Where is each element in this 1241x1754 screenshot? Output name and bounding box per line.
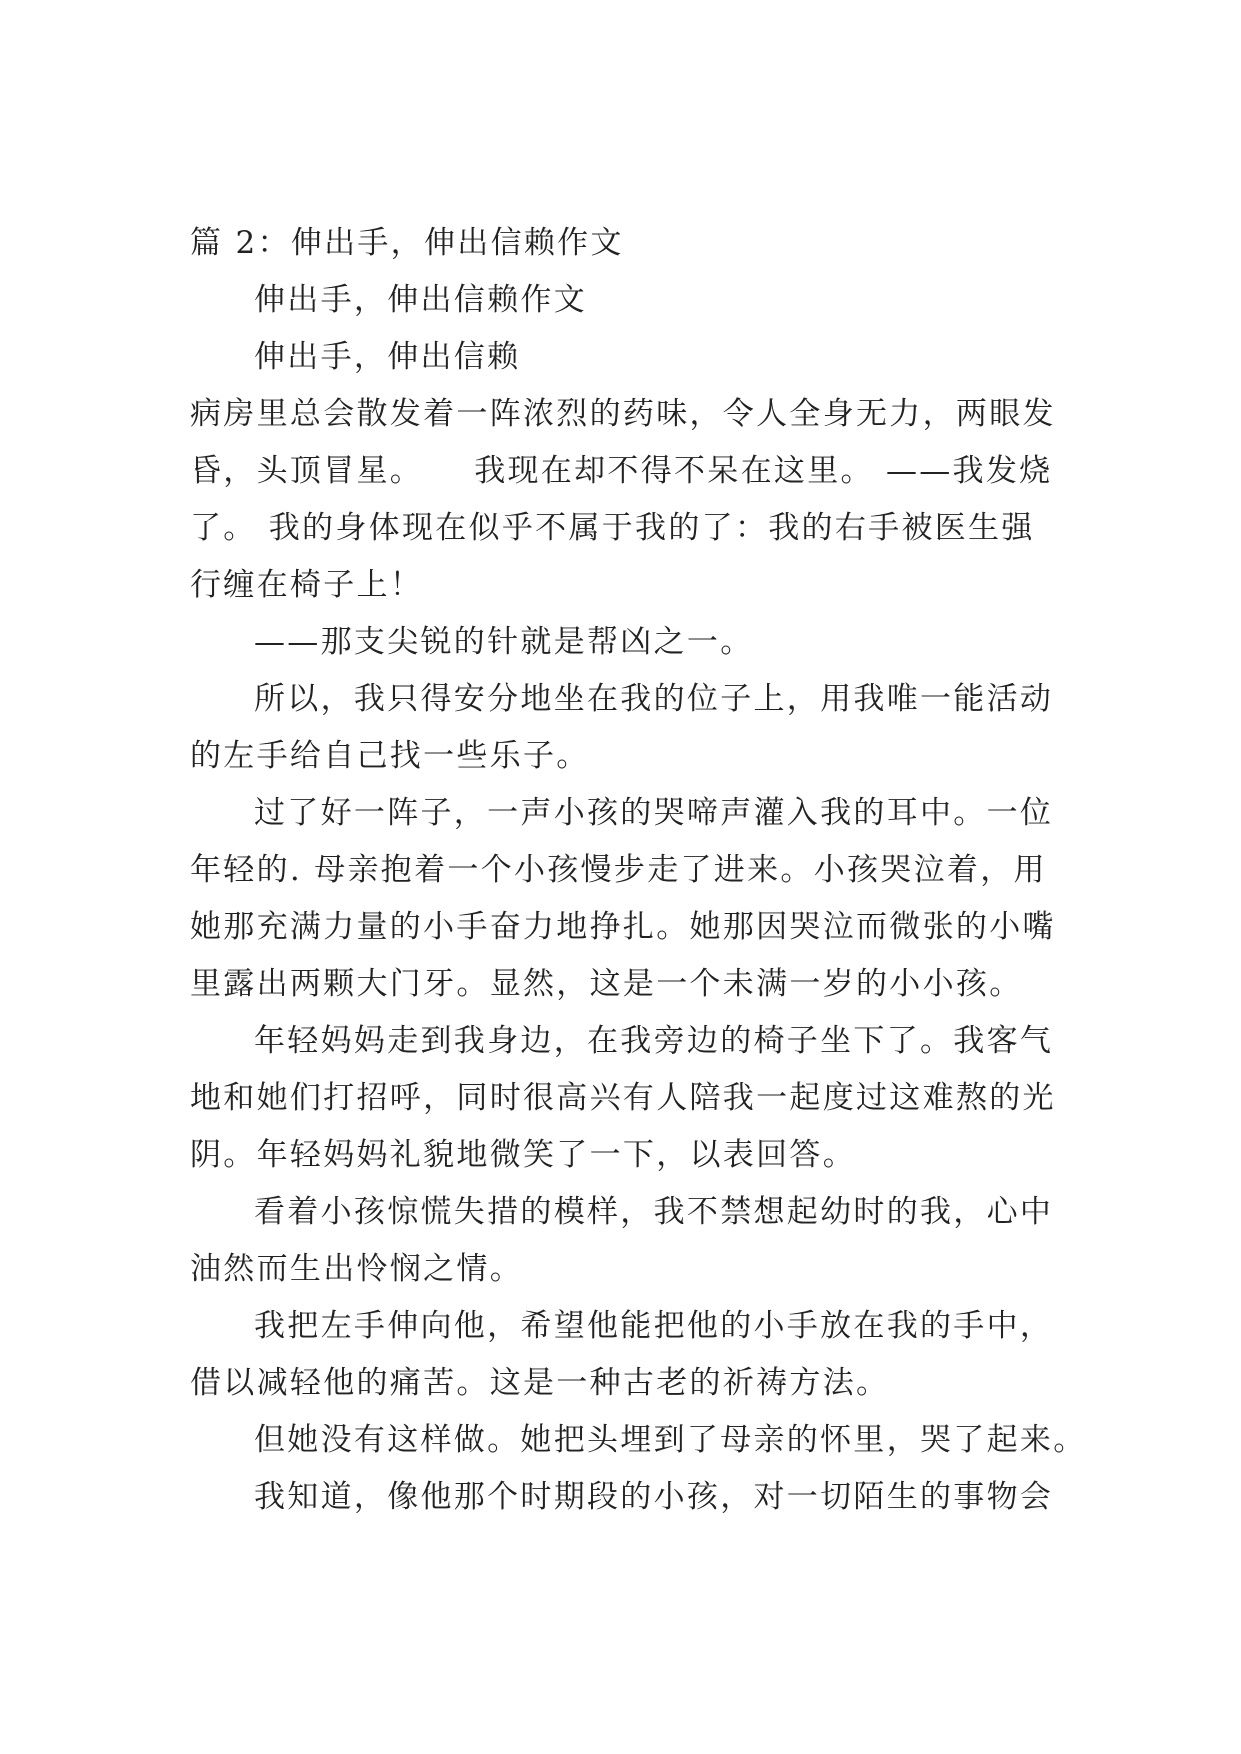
- text-line: 她那充满力量的小手奋力地挣扎。她那因哭泣而微张的小嘴: [190, 909, 1056, 945]
- document-subheading: 伸出手，伸出信赖作文: [254, 282, 587, 318]
- text-line: 地和她们打招呼，同时很高兴有人陪我一起度过这难熬的光: [190, 1080, 1056, 1116]
- text-line: 年轻妈妈走到我身边，在我旁边的椅子坐下了。我客气: [254, 1023, 1054, 1059]
- text-line: 看着小孩惊慌失措的模样，我不禁想起幼时的我，心中: [254, 1194, 1054, 1230]
- text-line: 昏，头顶冒星。 我现在却不得不呆在这里。 ——我发烧: [190, 453, 1053, 489]
- paragraph-lines: [190, 386, 1087, 1526]
- document-body: [190, 215, 1087, 1526]
- text-line: 年轻的. 母亲抱着一个小孩慢步走了进来。小孩哭泣着，用: [190, 852, 1047, 888]
- text-line: 病房里总会散发着一阵浓烈的药味，令人全身无力，两眼发: [190, 396, 1056, 432]
- text-line: 了。 我的身体现在似乎不属于我的了：我的右手被医生强: [190, 510, 1035, 546]
- text-line: 所以，我只得安分地坐在我的位子上，用我唯一能活动: [254, 681, 1054, 717]
- text-line: 阴。年轻妈妈礼貌地微笑了一下，以表回答。: [190, 1137, 856, 1173]
- document-heading: 篇 2：伸出手，伸出信赖作文: [190, 225, 624, 261]
- text-line: 油然而生出怜悯之情。: [190, 1251, 523, 1287]
- text-line: 我知道，像他那个时期段的小孩，对一切陌生的事物会: [254, 1479, 1054, 1515]
- text-line: ——那支尖锐的针就是帮凶之一。: [254, 624, 754, 660]
- text-line: 借以减轻他的痛苦。这是一种古老的祈祷方法。: [190, 1365, 890, 1401]
- text-line: 行缠在椅子上！: [190, 567, 424, 603]
- text-line: 里露出两颗大门牙。显然，这是一个未满一岁的小小孩。: [190, 966, 1023, 1002]
- text-line: 我把左手伸向他，希望他能把他的小手放在我的手中，: [254, 1308, 1054, 1344]
- text-line: 但她没有这样做。她把头埋到了母亲的怀里，哭了起来。: [254, 1422, 1087, 1458]
- text-line: 的左手给自己找一些乐子。: [190, 738, 590, 774]
- text-line: 过了好一阵子，一声小孩的哭啼声灌入我的耳中。一位: [254, 795, 1054, 831]
- document-title: 伸出手，伸出信赖: [254, 339, 521, 375]
